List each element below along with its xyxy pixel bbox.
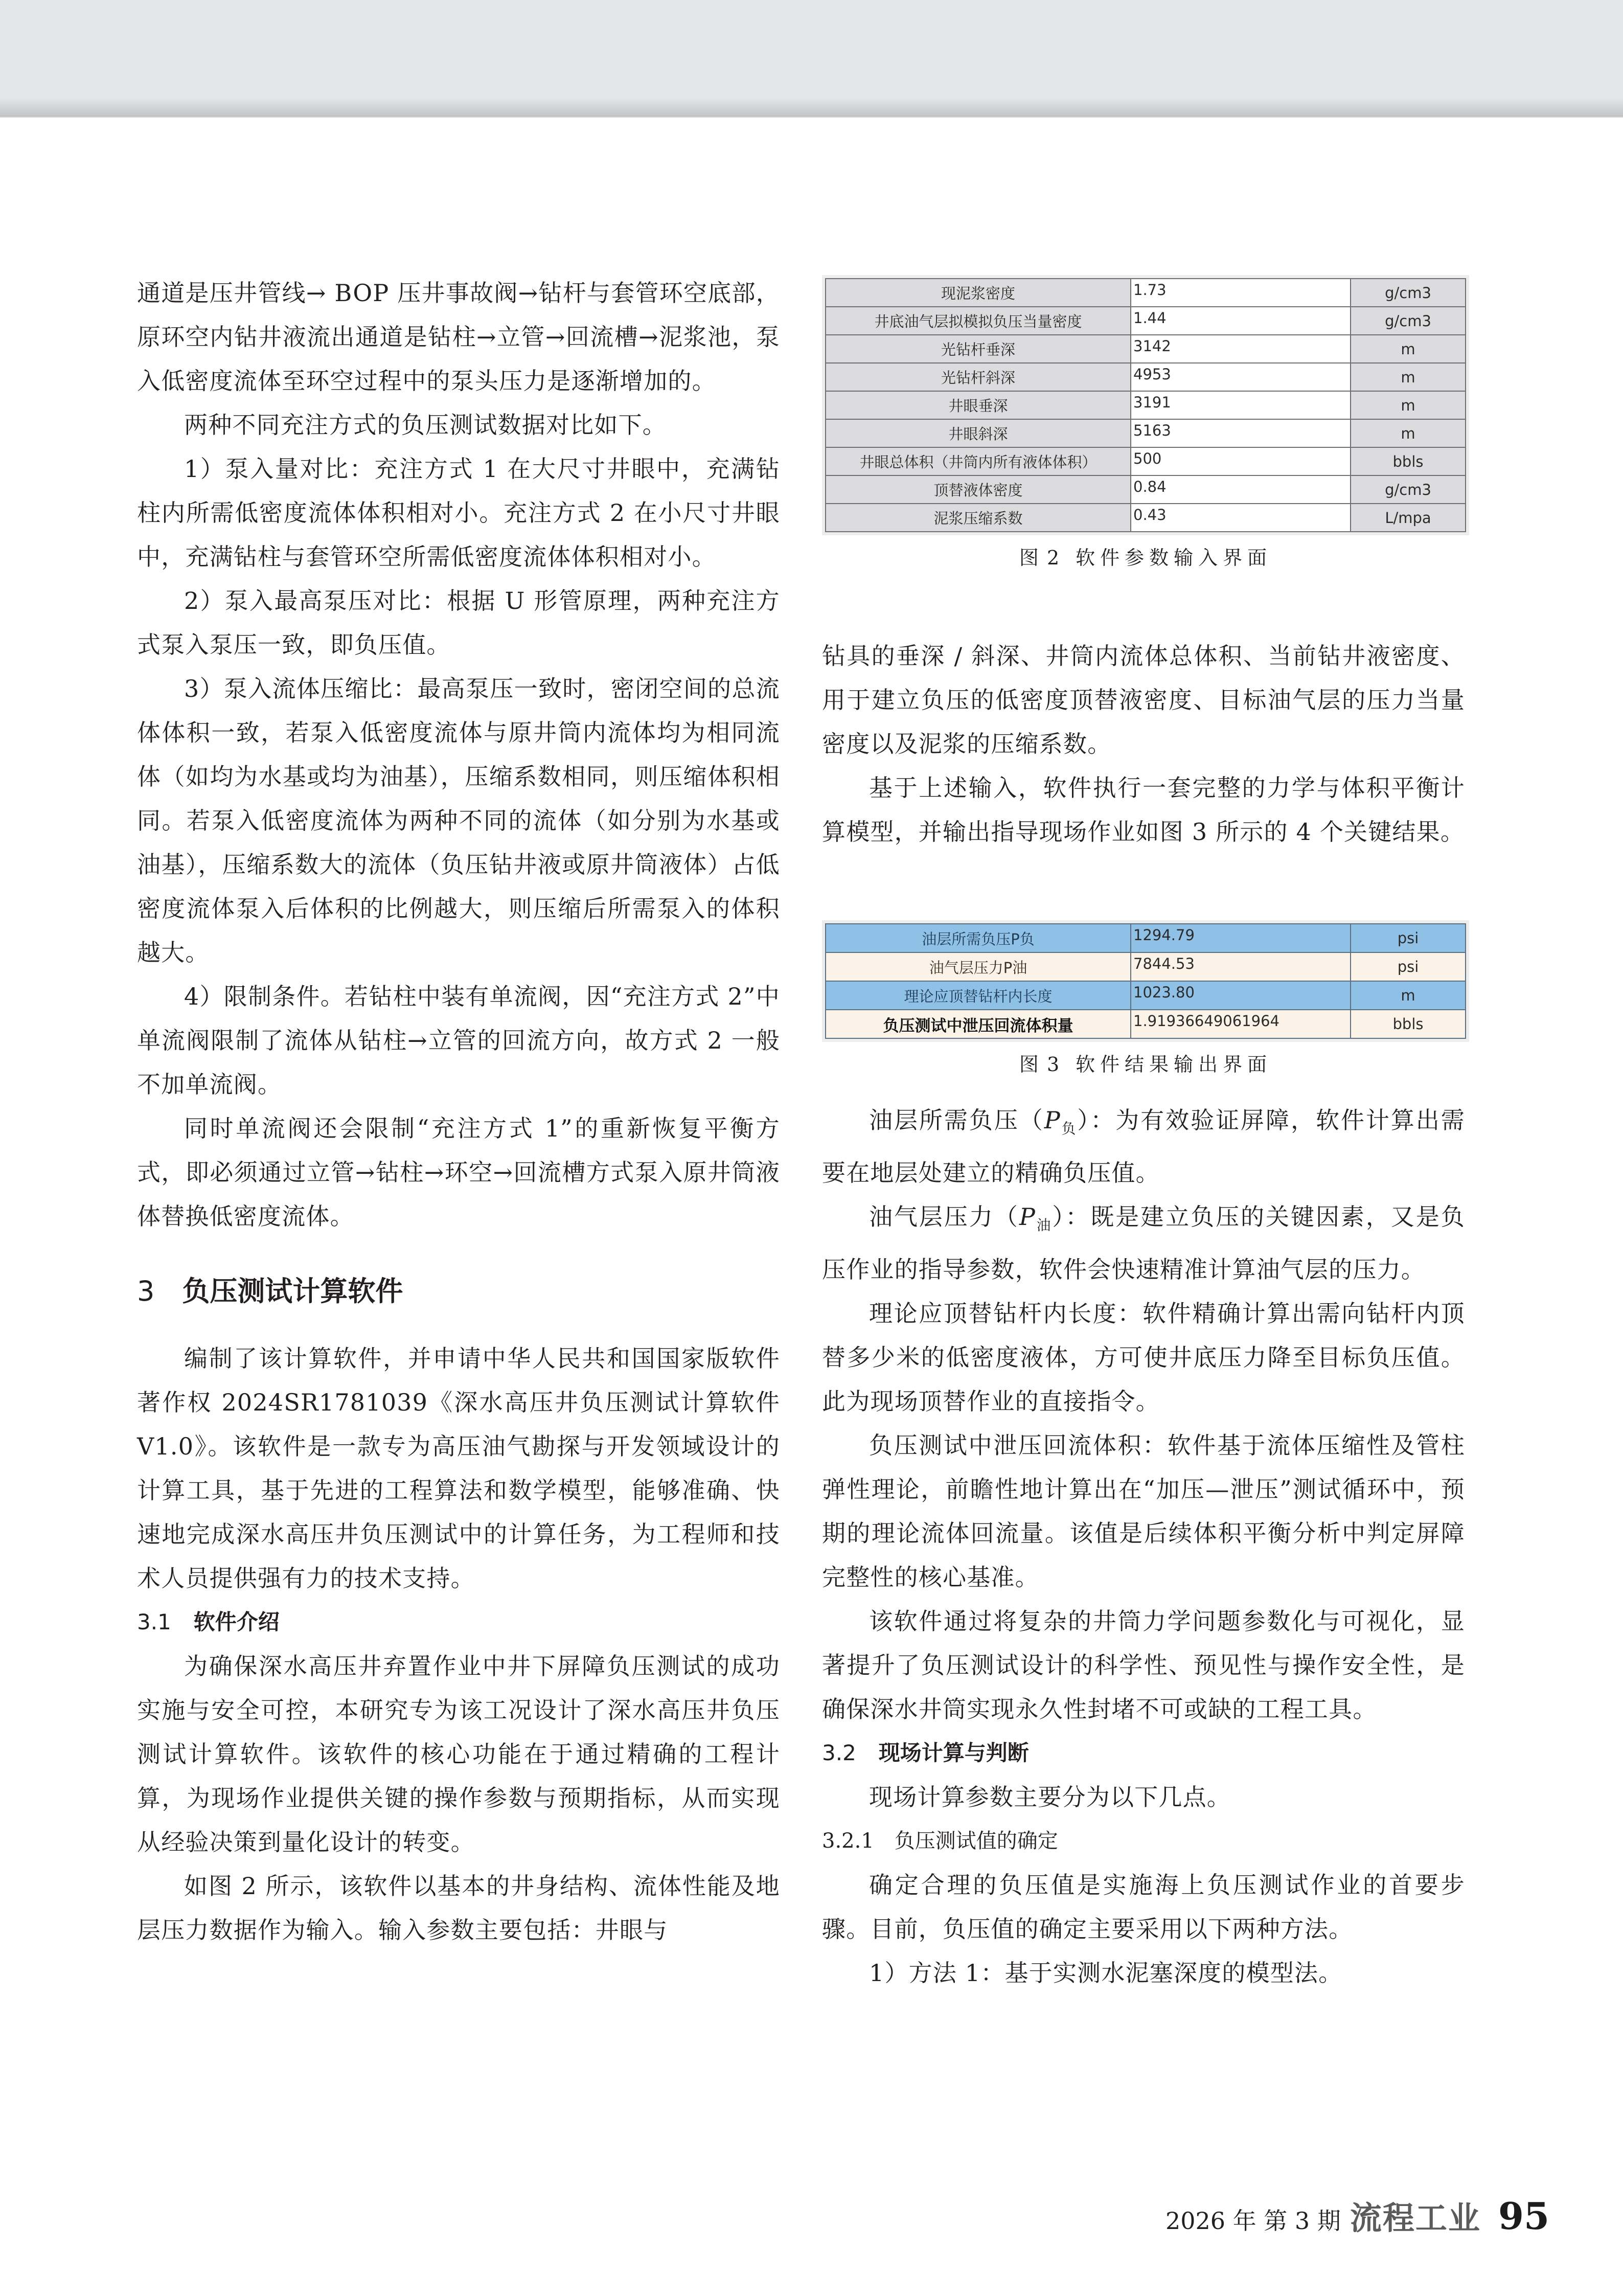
subscript: 负 bbox=[1060, 1120, 1078, 1138]
paragraph: 负压测试中泄压回流体积：软件基于流体压缩性及管柱弹性理论，前瞻性地计算出在“加压—泄压”测试循环中，预期的理论流体回流量。该值是后续体积平衡分析中判定屏障完整性的核心基准。 bbox=[822, 1431, 1465, 1592]
issue-label: 2026 年 第 3 期 bbox=[1165, 2207, 1341, 2235]
table-row bbox=[826, 363, 1466, 391]
row-label: 泥浆压缩系数 bbox=[826, 504, 1131, 532]
right-column-upper bbox=[822, 634, 1465, 854]
row-unit: g/cm3 bbox=[1351, 279, 1466, 307]
subsection-title: 软件介绍 bbox=[193, 1609, 280, 1634]
paragraph: 为确保深水高压井弃置作业中井下屏障负压测试的成功实施与安全可控，本研究专为该工况设计了深水高压井负压测试计算软件。该软件的核心功能在于通过精确的工程计算，为现场作业提供关键的操作参数与预期指标，从而实现从经验决策到量化设计的转变。 bbox=[137, 1652, 780, 1856]
row-value[interactable]: 0.84 bbox=[1131, 475, 1351, 504]
paragraph: 如图 2 所示，该软件以基本的井身结构、流体性能及地层压力数据作为输入。输入参数主要包括：井眼与 bbox=[137, 1872, 780, 1944]
journal-name: 流程工业 bbox=[1350, 2199, 1481, 2237]
row-label: 负压测试中泄压回流体积量 bbox=[826, 1010, 1131, 1038]
row-value[interactable]: 3142 bbox=[1131, 335, 1351, 363]
row-unit: m bbox=[1351, 981, 1466, 1010]
row-value[interactable]: 1.73 bbox=[1131, 279, 1351, 307]
left-column bbox=[137, 271, 780, 1952]
table-row bbox=[826, 1010, 1466, 1038]
table-row bbox=[826, 952, 1466, 981]
subsection-heading bbox=[822, 1731, 1465, 1775]
figure-2 bbox=[823, 278, 1468, 573]
row-label: 现泥浆密度 bbox=[826, 279, 1131, 307]
top-margin-band bbox=[0, 0, 1623, 118]
row-label: 光钻杆垂深 bbox=[826, 335, 1131, 363]
figure-caption bbox=[823, 542, 1468, 573]
table-row bbox=[826, 504, 1466, 532]
row-label: 井眼斜深 bbox=[826, 419, 1131, 447]
paragraph: 该软件通过将复杂的井筒力学问题参数化与可视化，显著提升了负压测试设计的科学性、预见性与操作安全性，是确保深水井筒实现永久性封堵不可或缺的工程工具。 bbox=[822, 1607, 1465, 1723]
row-unit: bbls bbox=[1351, 447, 1466, 475]
caption-title: 软件结果输出界面 bbox=[1076, 1053, 1272, 1076]
paragraph: 同时单流阀还会限制“充注方式 1”的重新恢复平衡方式，即必须通过立管→钻柱→环空→回流槽方式泵入原井筒液体替换低密度流体。 bbox=[137, 1115, 780, 1230]
row-value[interactable]: 0.43 bbox=[1131, 504, 1351, 532]
paragraph: 编制了该计算软件，并申请中华人民共和国国家版软件著作权 2024SR1781039《深水高压井负压测试计算软件 V1.0》。该软件是一款专为高压油气勘探与开发领域设计的计算工具，基于先进的工程算法和数学模型，能够准确、快速地完成深水高压井负压测试中的计算任务，为工程师和技术人员提供强有力的技术支持。 bbox=[137, 1345, 780, 1592]
row-label: 理论应顶替钻杆内长度 bbox=[826, 981, 1131, 1010]
paragraph: 钻具的垂深 / 斜深、井筒内流体总体积、当前钻井液密度、用于建立负压的低密度顶替液密度、目标油气层的压力当量密度以及泥浆的压缩系数。 bbox=[822, 642, 1465, 758]
row-label: 顶替液体密度 bbox=[826, 475, 1131, 504]
subsection-number: 3.1 bbox=[137, 1609, 171, 1634]
row-label: 油气层压力P油 bbox=[826, 952, 1131, 981]
row-label: 井眼垂深 bbox=[826, 391, 1131, 419]
row-value[interactable]: 500 bbox=[1131, 447, 1351, 475]
row-value[interactable]: 5163 bbox=[1131, 419, 1351, 447]
subscript: 油 bbox=[1035, 1217, 1053, 1234]
row-label: 井眼总体积（井筒内所有液体体积） bbox=[826, 447, 1131, 475]
paragraph: 4）限制条件。若钻柱中装有单流阀，因“充注方式 2”中单流阀限制了流体从钻柱→立管的回流方向，故方式 2 一般不加单流阀。 bbox=[137, 983, 780, 1098]
variable-p: P bbox=[1044, 1106, 1061, 1134]
row-value[interactable]: 1023.80 bbox=[1131, 981, 1351, 1010]
paragraph: 1）方法 1：基于实测水泥塞深度的模型法。 bbox=[869, 1959, 1343, 1987]
row-unit: m bbox=[1351, 391, 1466, 419]
figure-3 bbox=[823, 923, 1468, 1080]
row-unit: psi bbox=[1351, 924, 1466, 952]
table-row bbox=[826, 475, 1466, 504]
row-label: 井底油气层拟模拟负压当量密度 bbox=[826, 307, 1131, 335]
table-row bbox=[826, 335, 1466, 363]
row-value[interactable]: 1294.79 bbox=[1131, 924, 1351, 952]
row-unit: m bbox=[1351, 335, 1466, 363]
table-row bbox=[826, 307, 1466, 335]
paragraph: 油气层压力$(P_油)$：既是建立负压的关键因素，又是负压作业的指导参数，软件会快速精准计算油气层的压力。 bbox=[822, 1203, 1466, 1284]
row-unit: g/cm3 bbox=[1351, 307, 1466, 335]
subsection-number: 3.2 bbox=[822, 1740, 856, 1766]
section-number: 3 bbox=[137, 1275, 155, 1307]
row-unit: psi bbox=[1351, 952, 1466, 981]
table-row bbox=[826, 279, 1466, 307]
row-value[interactable]: 4953 bbox=[1131, 363, 1351, 391]
software-output-table bbox=[825, 923, 1466, 1039]
table-row bbox=[826, 391, 1466, 419]
table-row bbox=[826, 419, 1466, 447]
subsection-heading bbox=[137, 1600, 780, 1644]
right-column-lower bbox=[822, 1098, 1465, 1995]
subsubsection-title: 负压测试值的确定 bbox=[894, 1829, 1058, 1853]
variable-p: P bbox=[1019, 1203, 1036, 1231]
row-value[interactable]: 3191 bbox=[1131, 391, 1351, 419]
subsection-title: 现场计算与判断 bbox=[878, 1740, 1029, 1766]
page-footer bbox=[1165, 2194, 1550, 2238]
paragraph: 现场计算参数主要分为以下几点。 bbox=[869, 1783, 1231, 1811]
paragraph: 两种不同充注方式的负压测试数据对比如下。 bbox=[184, 411, 667, 439]
paragraph: 3）泵入流体压缩比：最高泵压一致时，密闭空间的总流体体积一致，若泵入低密度流体与原井筒内流体均为相同流体（如均为水基或均为油基），压缩系数相同，则压缩体积相同。若泵入低密度流体为两种不同的流体（如分别为水基或油基），压缩系数大的流体（负压钻井液或原井筒液体）占低密度流体泵入后体积的比例越大，则压缩后所需泵入的体积越大。 bbox=[137, 675, 780, 966]
section-heading bbox=[137, 1268, 780, 1315]
software-input-table bbox=[825, 278, 1466, 532]
subsubsection-number: 3.2.1 bbox=[822, 1829, 874, 1853]
row-unit: L/mpa bbox=[1351, 504, 1466, 532]
paragraph: 确定合理的负压值是实施海上负压测试作业的首要步骤。目前，负压值的确定主要采用以下两种方法。 bbox=[822, 1871, 1465, 1943]
paragraph: 2）泵入最高泵压对比：根据 U 形管原理，两种充注方式泵入泵压一致，即负压值。 bbox=[137, 587, 780, 658]
subsubsection-heading bbox=[822, 1819, 1465, 1863]
row-label: 光钻杆斜深 bbox=[826, 363, 1131, 391]
paragraph: 通道是压井管线→ BOP 压井事故阀→钻杆与套管环空底部，原环空内钻井液流出通道是钻柱→立管→回流槽→泥浆池，泵入低密度流体至环空过程中的泵头压力是逐渐增加的。 bbox=[137, 279, 780, 395]
paragraph: 油层所需负压$(P_负)$：为有效验证屏障，软件计算出需要在地层处建立的精确负压值。 bbox=[822, 1106, 1466, 1187]
row-unit: g/cm3 bbox=[1351, 475, 1466, 504]
row-value[interactable]: 1.44 bbox=[1131, 307, 1351, 335]
row-unit: m bbox=[1351, 419, 1466, 447]
table-row bbox=[826, 924, 1466, 952]
caption-title: 软件参数输入界面 bbox=[1076, 547, 1272, 569]
table-row bbox=[826, 981, 1466, 1010]
row-label: 油层所需负压P负 bbox=[826, 924, 1131, 952]
row-value[interactable]: 1.91936649061964 bbox=[1131, 1010, 1351, 1038]
row-unit: bbls bbox=[1351, 1010, 1466, 1038]
section-title: 负压测试计算软件 bbox=[182, 1275, 403, 1307]
table-row bbox=[826, 447, 1466, 475]
paragraph: 1）泵入量对比：充注方式 1 在大尺寸井眼中，充满钻柱内所需低密度流体体积相对小。充注方式 2 在小尺寸井眼中，充满钻柱与套管环空所需低密度流体体积相对小。 bbox=[137, 455, 780, 571]
figure-caption bbox=[823, 1049, 1468, 1080]
page-number: 95 bbox=[1498, 2194, 1550, 2238]
caption-number: 图 3 bbox=[1019, 1053, 1061, 1076]
paragraph: 基于上述输入，软件执行一套完整的力学与体积平衡计算模型，并输出指导现场作业如图 3 所示的 4 个关键结果。 bbox=[822, 774, 1465, 846]
row-unit: m bbox=[1351, 363, 1466, 391]
paragraph: 理论应顶替钻杆内长度：软件精确计算出需向钻杆内顶替多少米的低密度液体，方可使井底压力降至目标负压值。此为现场顶替作业的直接指令。 bbox=[822, 1300, 1465, 1416]
row-value[interactable]: 7844.53 bbox=[1131, 952, 1351, 981]
caption-number: 图 2 bbox=[1019, 547, 1061, 569]
